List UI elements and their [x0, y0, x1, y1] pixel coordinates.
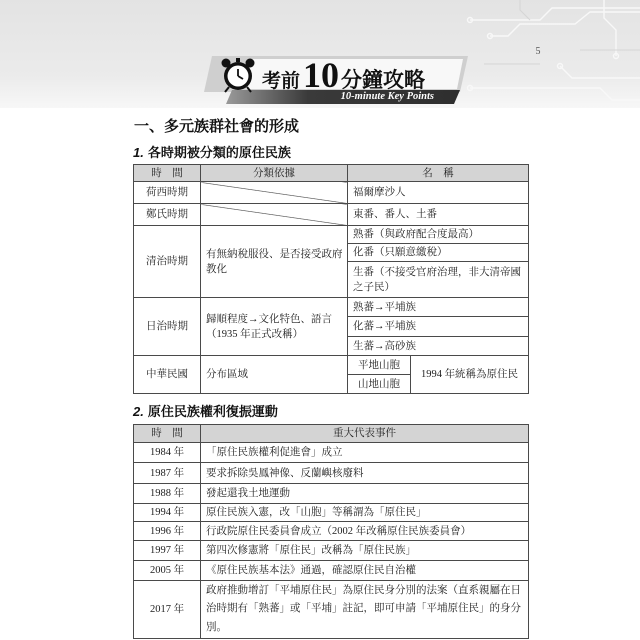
- table-row: [134, 226, 529, 244]
- name-cell: 生番（不接受官府治理，非大清帝國之子民）: [348, 262, 529, 298]
- year-cell: 1996 年: [134, 522, 201, 541]
- table-row: [134, 356, 529, 375]
- subsection-heading-1: [133, 145, 291, 160]
- year-cell: 1994 年: [134, 504, 201, 522]
- basis-cell: 有無納稅服役、是否接受政府教化: [201, 226, 348, 298]
- banner-title: [262, 57, 425, 93]
- event-cell: 發起還我土地運動: [201, 484, 529, 504]
- table-row: [134, 204, 529, 226]
- table-row: [134, 182, 529, 204]
- name-cell: 東番、番人、土番: [348, 204, 529, 226]
- events-table: [133, 424, 529, 639]
- name-cell: 化蕃→平埔族: [348, 317, 529, 337]
- year-cell: 1997 年: [134, 541, 201, 561]
- period-cell: 日治時期: [134, 298, 201, 356]
- column-header: 分類依據: [201, 165, 348, 182]
- table-row: [134, 541, 529, 561]
- table-row: [134, 443, 529, 463]
- table-row: [134, 484, 529, 504]
- event-cell: 行政院原住民委員會成立（2002 年改稱原住民族委員會）: [201, 522, 529, 541]
- subsection-title: 原住民族權利復振運動: [147, 404, 278, 419]
- basis-cell-not-applicable: [201, 204, 348, 226]
- table-row: [134, 522, 529, 541]
- table-row: [134, 504, 529, 522]
- subsection-number: 1.: [133, 145, 144, 160]
- period-cell: 荷西時期: [134, 182, 201, 204]
- column-header: 時 間: [134, 425, 201, 443]
- table-row: [134, 581, 529, 639]
- event-cell: 《原住民族基本法》通過，確認原住民自治權: [201, 561, 529, 581]
- event-cell: 要求拆除吳鳳神像、反蘭嶼核廢料: [201, 463, 529, 484]
- year-cell: 2017 年: [134, 581, 201, 639]
- table-row: [134, 561, 529, 581]
- basis-cell: 分布區域: [201, 356, 348, 394]
- table-header-row: [134, 165, 529, 182]
- name-cell: 熟蕃→平埔族: [348, 298, 529, 317]
- page-number: 5: [535, 46, 541, 57]
- event-cell: 政府推動增訂「平埔原住民」為原住民身分別的法案（直系親屬在日治時期有「熟蕃」或「平埔」註記，即可申請「平埔原住民」的身分別。: [201, 581, 529, 639]
- event-cell: 「原住民族權利促進會」成立: [201, 443, 529, 463]
- period-cell: 鄭氏時期: [134, 204, 201, 226]
- year-cell: 1987 年: [134, 463, 201, 484]
- period-cell: 中華民國: [134, 356, 201, 394]
- name-cell: 生蕃→高砂族: [348, 337, 529, 356]
- period-cell: 清治時期: [134, 226, 201, 298]
- column-header: 名 稱: [348, 165, 529, 182]
- name-cell: 山地山胞: [348, 375, 411, 394]
- event-cell: 第四次修憲將「原住民」改稱為「原住民族」: [201, 541, 529, 561]
- banner-subtitle: 10-minute Key Points: [340, 91, 434, 102]
- banner-title-suffix: 分鐘攻略: [341, 69, 426, 92]
- name-cell: 熟番（與政府配合度最高）: [348, 226, 529, 244]
- table-row: [134, 298, 529, 317]
- basis-cell: 歸順程度→文化特色、語言（1935 年正式改稱）: [201, 298, 348, 356]
- year-cell: 1984 年: [134, 443, 201, 463]
- name-cell: 福爾摩沙人: [348, 182, 529, 204]
- basis-cell-not-applicable: [201, 182, 348, 204]
- column-header: 重大代表事件: [201, 425, 529, 443]
- table-header-row: [134, 425, 529, 443]
- year-cell: 2005 年: [134, 561, 201, 581]
- subsection-number: 2.: [133, 404, 144, 419]
- event-cell: 原住民族入憲，改「山胞」等稱謂為「原住民」: [201, 504, 529, 522]
- table-row: [134, 463, 529, 484]
- subsection-title: 各時期被分類的原住民族: [147, 145, 291, 160]
- name-cell: 化番（只願意繳稅）: [348, 244, 529, 262]
- name-cell: 平地山胞: [348, 356, 411, 375]
- note-cell: 1994 年統稱為原住民: [411, 356, 529, 394]
- classification-table: [133, 164, 529, 394]
- subsection-heading-2: [133, 404, 278, 419]
- column-header: 時 間: [134, 165, 201, 182]
- banner-title-prefix: 考前: [262, 71, 301, 92]
- section-heading: 一、多元族群社會的形成: [134, 118, 300, 135]
- year-cell: 1988 年: [134, 484, 201, 504]
- banner-title-number: 10: [303, 55, 340, 95]
